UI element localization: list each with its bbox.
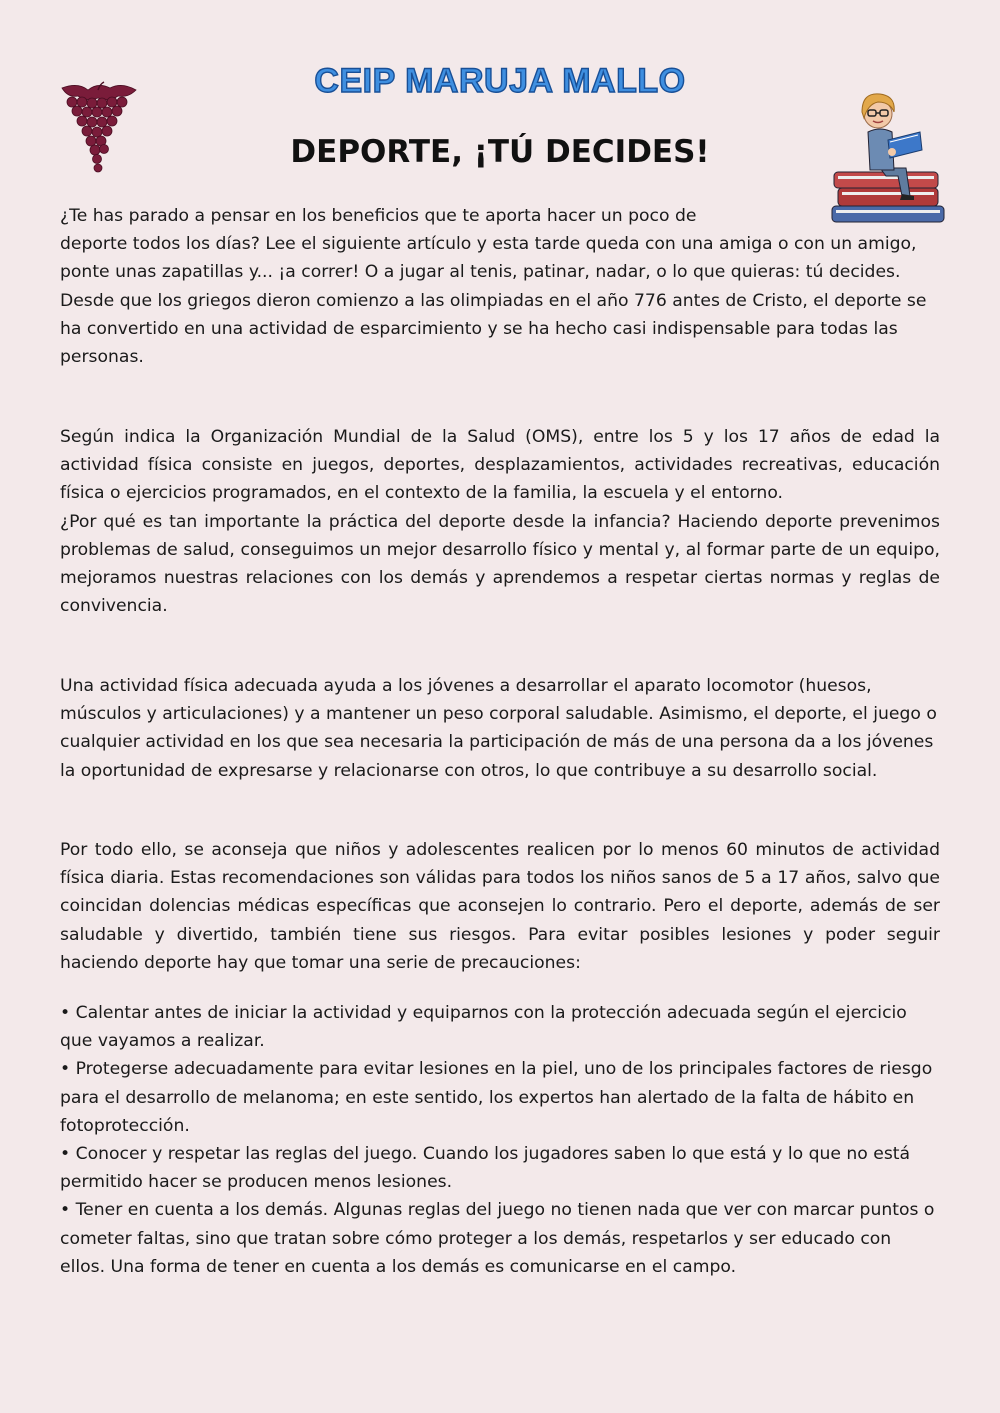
list-item: • Calentar antes de iniciar la actividad y equiparnos con la protección adecuada según el ejercicio que vayamos a realizar. — [60, 1003, 907, 1052]
precautions-list — [60, 999, 940, 1281]
oms-section — [60, 423, 940, 620]
list-item: • Tener en cuenta a los demás. Algunas reglas del juego no tienen nada que ver con marcar puntos o cometer faltas, sino que tratan sobre cómo proteger a los demás, respetarlos y ser educado con ellos. Una forma de tener en cuenta a los demás es comunicarse en el campo. — [60, 1200, 935, 1277]
development-paragraph: Una actividad física adecuada ayuda a los jóvenes a desarrollar el aparato locomotor (huesos, músculos y articulaciones) y a mantener un peso corporal saludable. Asimismo, el deporte, el juego o cualquier actividad en los que sea necesaria la participación de más de una persona da a los jóvenes la oportunidad de expresarse y relacionarse con otros, lo que contribuye a su desarrollo social. — [60, 676, 937, 781]
olympics-paragraph: Desde que los griegos dieron comienzo a las olimpiadas en el año 776 antes de Cristo, el deporte se ha convertido en una actividad de esparcimiento y se ha hecho casi indispensable para todas las personas. — [60, 290, 927, 368]
list-item: • Conocer y respetar las reglas del juego. Cuando los jugadores saben lo que está y lo que no está permitido hacer se producen menos lesiones. — [60, 1144, 911, 1193]
school-name: CEIP MARUJA MALLO — [314, 62, 686, 100]
development-section — [60, 672, 940, 785]
importance-paragraph: ¿Por qué es tan importante la práctica del deporte desde la infancia? Haciendo deporte prevenimos problemas de salud, conseguimos un mejor desarrollo físico y mental y, al formar parte de un equipo, mejoramos nuestras relaciones con los demás y aprendemos a respetar ciertas normas y reglas de convivencia. — [60, 511, 940, 617]
intro-line-1: ¿Te has parado a pensar en los beneficios que te aporta hacer un poco de — [60, 206, 697, 226]
list-item: • Protegerse adecuadamente para evitar lesiones en la piel, uno de los principales factores de riesgo para el desarrollo de melanoma; en este sentido, los expertos han alertado de la falta de hábito en fotoprotección. — [60, 1059, 933, 1136]
page-title: DEPORTE, ¡TÚ DECIDES! — [290, 134, 710, 170]
recommendations-section — [60, 836, 940, 977]
intro-paragraph: deporte todos los días? Lee el siguiente artículo y esta tarde queda con una amiga o con un amigo, ponte unas zapatillas y... ¡a correr! O a jugar al tenis, patinar, nadar, o lo que quieras: tú decides. — [60, 234, 917, 283]
intro-section — [60, 202, 940, 371]
recommendations-paragraph: Por todo ello, se aconseja que niños y adolescentes realicen por lo menos 60 minutos de actividad física diaria. Estas recomendaciones son válidas para todos los niños sanos de 5 a 17 años, salvo que coincidan dolencias médicas específicas que aconsejen lo contrario. Pero el deporte, además de ser saludable y divertido, también tiene sus riesgos. Para evitar posibles lesiones y poder seguir haciendo deporte hay que tomar una serie de precauciones: — [60, 840, 940, 973]
oms-paragraph: Según indica la Organización Mundial de la Salud (OMS), entre los 5 y los 17 años de edad la actividad física consiste en juegos, deportes, desplazamientos, actividades recreativas, educación física o ejercicios programados, en el contexto de la familia, la escuela y el entorno. — [60, 427, 940, 504]
